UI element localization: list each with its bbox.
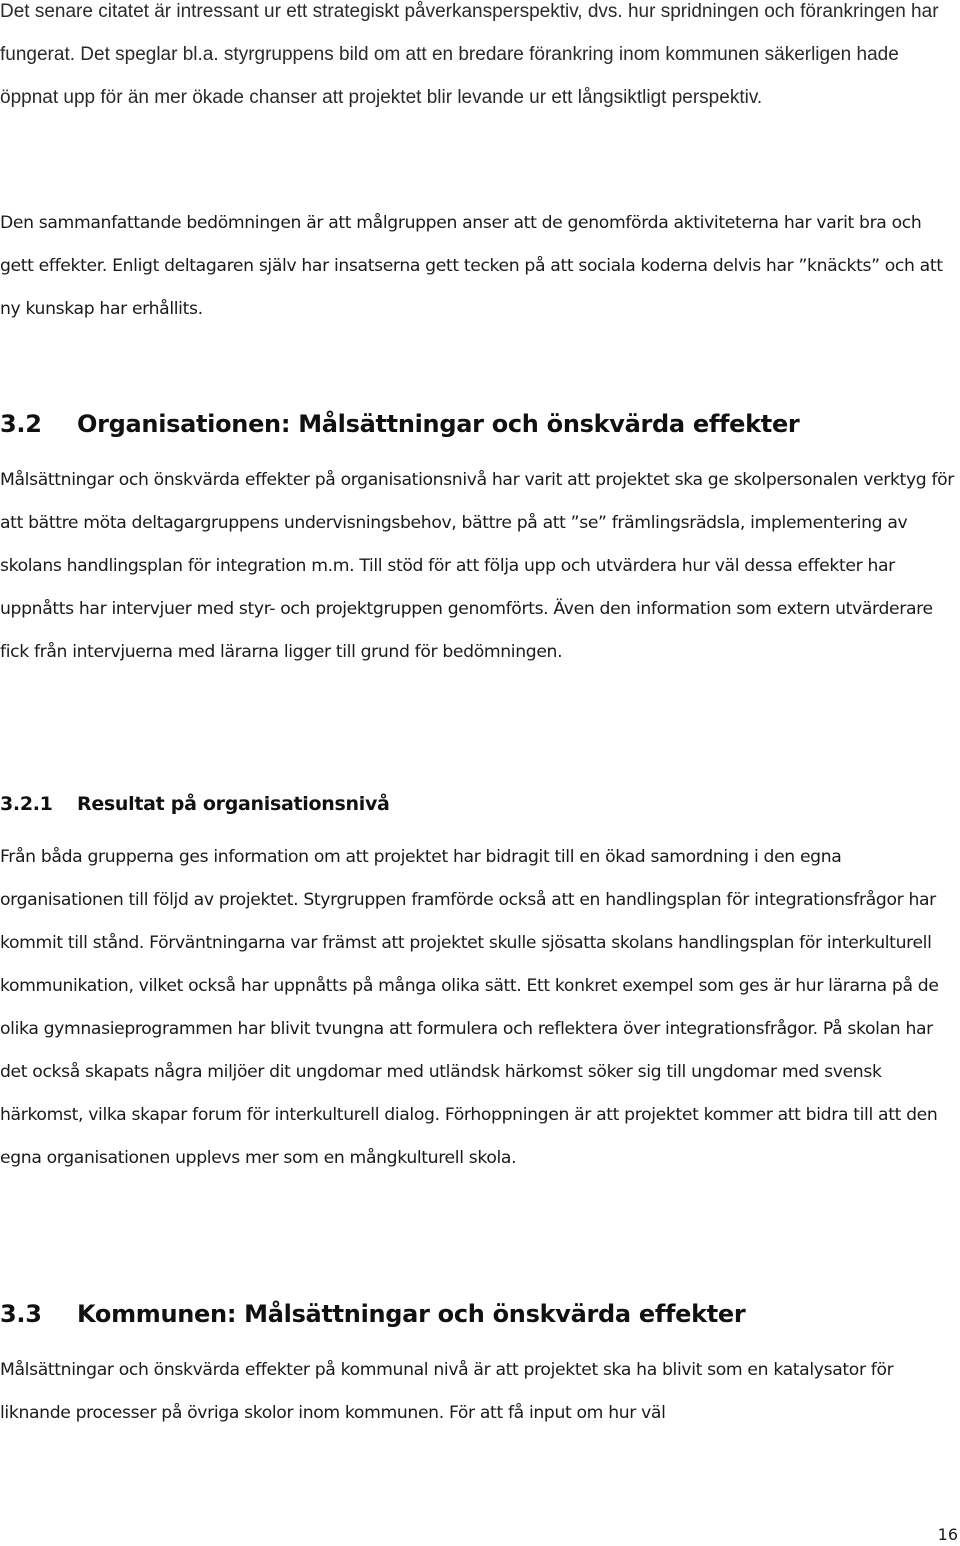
section-3-2-paragraph: Målsättningar och önskvärda effekter på organisationsnivå har varit att projektet ska ge skolpersonalen verktyg för att bättre möta deltagargruppens undervisningsbehov, bättre på att ”se” främlingsrädsla, implementering av skolans handlingsplan för integration m.m. Till stöd för att följa upp och utvärdera hur väl dessa effekter har uppnåtts har intervjuer med styr- och projektgruppen genomförts. Även den information som extern utvärderare fick från intervjuerna med lärarna ligger till grund för bedömningen.: [0, 470, 955, 662]
section-heading-3-3: [0, 1294, 958, 1334]
section-heading-3-2-1: [0, 786, 958, 822]
summary-paragraph: Den sammanfattande bedömningen är att målgruppen anser att de genomförda aktiviteterna har varit bra och gett effekter. Enligt deltagaren själv har insatserna gett tecken på att sociala koderna delvis har ”knäckts” och att ny kunskap har erhållits.: [0, 213, 943, 319]
section-number: 3.3: [0, 1300, 42, 1328]
page-number: 16: [937, 1525, 958, 1544]
section-title: Organisationen: Målsättningar och önskvärda effekter: [77, 410, 800, 438]
section-3-3-paragraph: Målsättningar och önskvärda effekter på kommunal nivå är att projektet ska ha blivit som en katalysator för liknande processer på övriga skolor inom kommunen. För att få input om hur väl: [0, 1360, 894, 1423]
section-title: Kommunen: Målsättningar och önskvärda effekter: [77, 1300, 746, 1328]
section-heading-3-2: [0, 404, 958, 444]
intro-paragraph: Det senare citatet är intressant ur ett strategiskt påverkansperspektiv, dvs. hur spridningen och förankringen har fungerat. Det speglar bl.a. styrgruppens bild om att en bredare förankring inom kommunen säkerligen hade öppnat upp för än mer ökade chanser att projektet blir levande ur ett långsiktligt perspektiv.: [0, 1, 939, 108]
section-title: Resultat på organisationsnivå: [77, 793, 390, 815]
section-number: 3.2.1: [0, 793, 53, 815]
section-3-2-1-paragraph: Från båda grupperna ges information om att projektet har bidragit till en ökad samordning i den egna organisationen till följd av projektet. Styrgruppen framförde också att en handlingsplan för integrationsfrågor har kommit till stånd. Förväntningarna var främst att projektet skulle sjösatta skolans handlingsplan för interkulturell kommunikation, vilket också har uppnåtts på många olika sätt. Ett konkret exempel som ges är hur lärarna på de olika gymnasieprogrammen har blivit tvungna att formulera och reflektera över integrationsfrågor. På skolan har det också skapats några miljöer dit ungdomar med utländsk härkomst söker sig till ungdomar med svensk härkomst, vilka skapar forum för interkulturell dialog. Förhoppningen är att projektet kommer att bidra till att den egna organisationen upplevs mer som en mångkulturell skola.: [0, 847, 939, 1168]
section-number: 3.2: [0, 410, 42, 438]
